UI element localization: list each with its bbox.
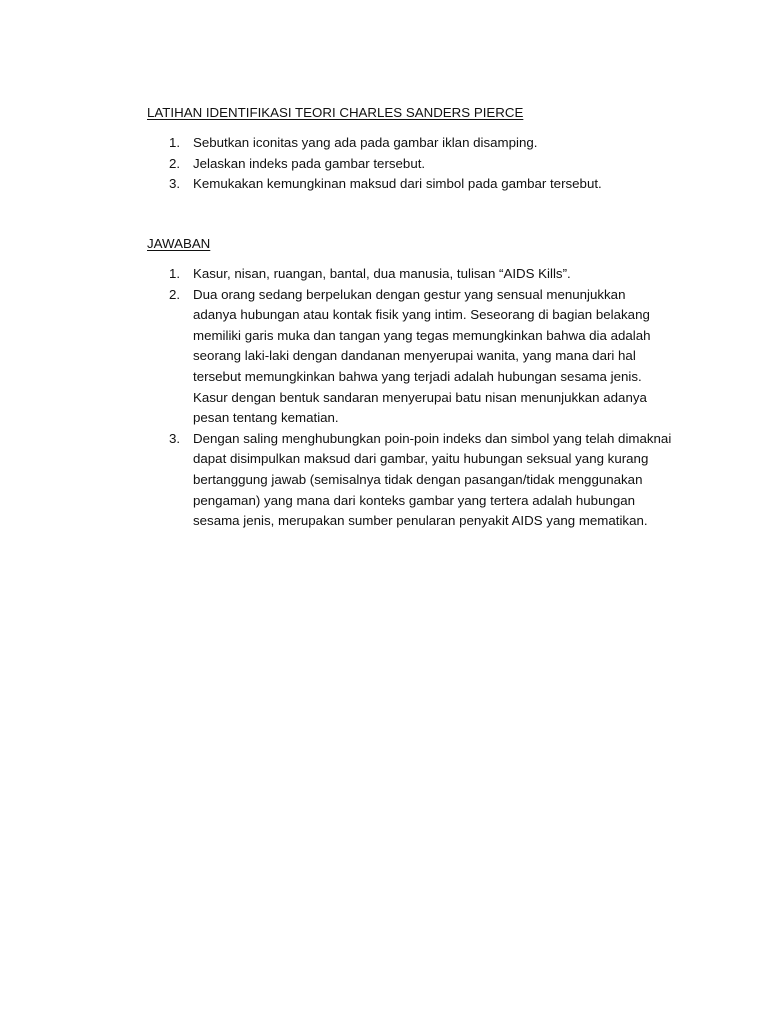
question-text: Kemukakan kemungkinan maksud dari simbol pada gambar tersebut.	[193, 176, 602, 192]
answer-text: Kasur, nisan, ruangan, bantal, dua manusia, tulisan “AIDS Kills”.	[193, 266, 571, 281]
list-item	[147, 133, 672, 154]
list-number: 3.	[169, 176, 181, 192]
list-number: 2.	[169, 286, 181, 302]
answer-text: Dua orang sedang berpelukan dengan gestur yang sensual menunjukkan adanya hubungan atau kontak fisik yang intim. Seseorang di bagian belakang memiliki garis muka dan tangan yang tegas memungkinkan bahwa dia adalah seorang laki-laki dengan dandanan menyerupai wanita, yang mana dari hal tersebut memungkinkan bahwa yang terjadi adalah hubungan sesama jenis. Kasur dengan bentuk sandaran menyerupai batu nisan menunjukkan adanya pesan tentang kematian.	[193, 286, 651, 426]
list-item	[147, 285, 672, 429]
answer-list	[147, 264, 672, 532]
answer-heading: JAWABAN	[147, 236, 211, 251]
document-title: LATIHAN IDENTIFIKASI TEORI CHARLES SANDERS PIERCE	[147, 105, 524, 120]
question-text: Jelaskan indeks pada gambar tersebut.	[193, 155, 426, 171]
list-number: 1.	[169, 266, 181, 281]
question-list	[147, 133, 672, 195]
list-item	[147, 264, 672, 285]
list-item	[147, 174, 672, 195]
list-item	[147, 154, 672, 175]
list-number: 3.	[169, 430, 181, 446]
answer-text: Dengan saling menghubungkan poin-poin indeks dan simbol yang telah dimaknai dapat disimpulkan maksud dari gambar, yaitu hubungan seksual yang kurang bertanggung jawab (semisalnya tidak dengan pasangan/tidak menggunakan pengaman) yang mana dari konteks gambar yang tertera adalah hubungan sesama jenis, merupakan sumber penularan penyakit AIDS yang mematikan.	[193, 430, 672, 529]
list-item	[147, 429, 672, 532]
list-number: 2.	[169, 155, 181, 171]
question-text: Sebutkan iconitas yang ada pada gambar iklan disamping.	[193, 135, 538, 150]
list-number: 1.	[169, 135, 181, 150]
